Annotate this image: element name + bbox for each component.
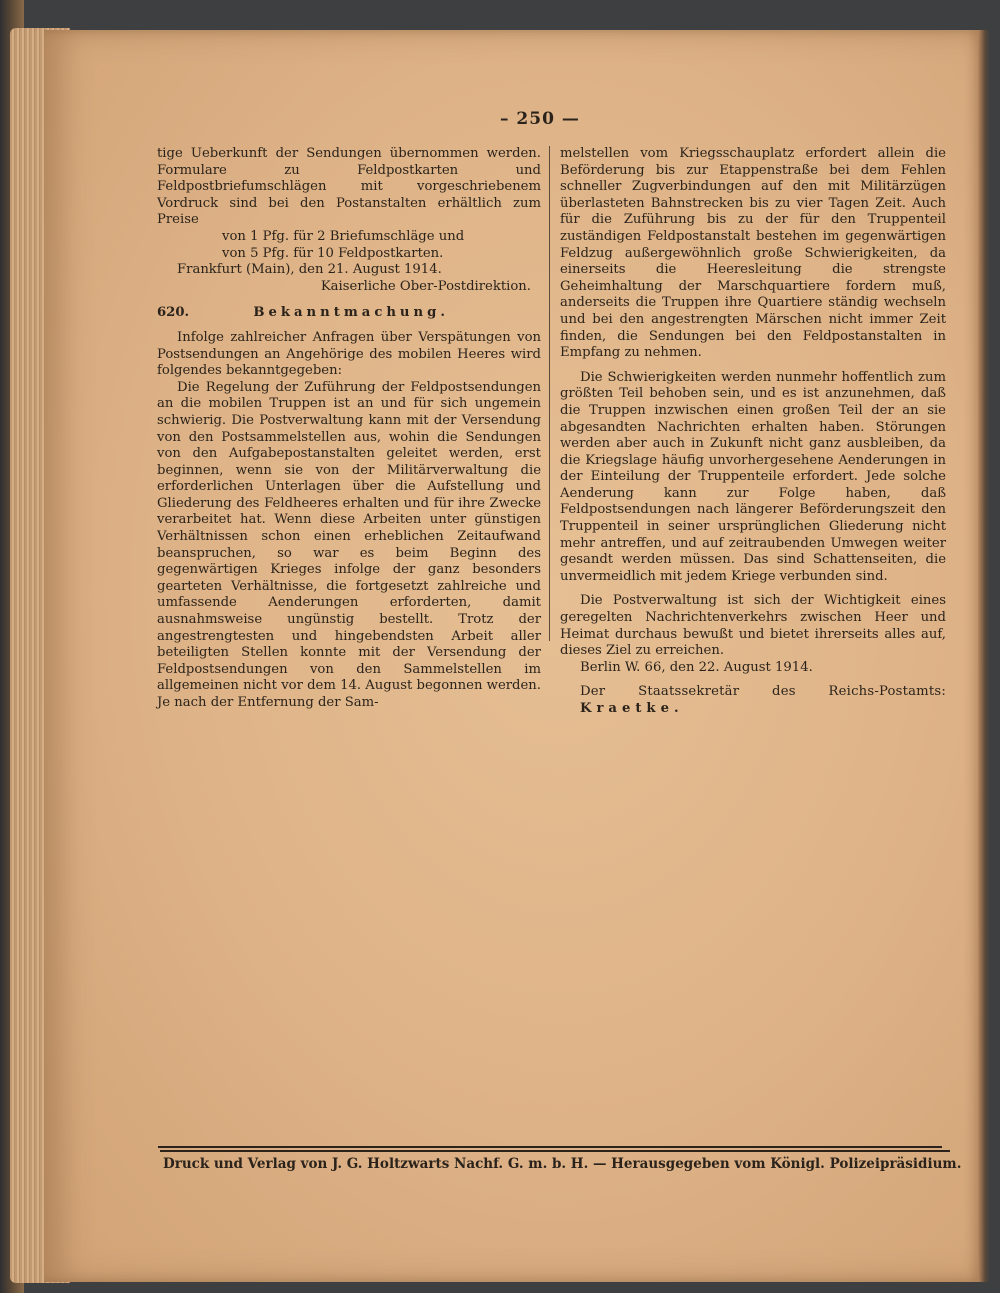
section-heading: [157, 305, 541, 322]
left-paragraph-2: Infolge zahlreicher Anfragen über Verspätungen von Postsendungen an Angehörige des mobilen Heeres wird folgendes bekanntgegeben:: [157, 329, 541, 379]
column-divider: [549, 146, 550, 641]
footer-rule: [160, 1150, 950, 1152]
signature-line: [580, 684, 946, 717]
page-number: – 250 —: [500, 109, 580, 129]
page-right-edge: [978, 30, 990, 1282]
signature-name: Kraetke.: [580, 701, 684, 716]
right-paragraph-3: Die Postverwaltung ist sich der Wichtigkeit eines geregelten Nachrichtenverkehrs zwischen Heer und Heimat durchaus bewußt und bietet ihrerseits alles auf, dieses Ziel zu erreichen.: [560, 593, 946, 659]
fee-line-1: von 1 Pfg. für 2 Briefumschläge und: [222, 228, 465, 244]
left-paragraph-3: Die Regelung der Zuführung der Feldpostsendungen an die mobilen Truppen ist an und für sich ungemein schwierig. Die Postverwaltung kann mit der Versendung von den Postsammelstellen aus, wohin die Sendungen von den Aufgabepostanstalten geleitet werden, erst beginnen, wenn sie von der Militärverwaltung die erforderlichen Unterlagen über die Aufstellung und Gliederung des Feldheeres erhalten und für ihre Zwecke verarbeitet hat. Wenn diese Arbeiten unter günstigen Verhältnissen schon einen erheblichen Zeitaufwand beanspruchen, so war es beim Beginn des gegenwärtigen Krieges infolge der ganz besonders gearteten Verhältnisse, die fortgesetzt zahlreiche und umfassende Aenderungen erforderten, damit ausnahmsweise ungünstig bestellt. Trotz der angestrengtesten und hingebendsten Arbeit aller beteiligten Stellen konnte mit der Versendung der Feldpostsendungen von den Sammelstellen im allgemeinen nicht vor dem 14. August begonnen werden. Je nach der Entfernung der Sam-: [157, 379, 541, 710]
footer-rule-top: [158, 1146, 942, 1148]
signature-prefix: Der Staatssekretär des Reichs-Postamts:: [580, 684, 946, 700]
place-date-left: Frankfurt (Main), den 21. August 1914.: [177, 262, 442, 278]
section-number: 620.: [157, 305, 190, 321]
issuing-authority: Kaiserliche Ober-Postdirektion.: [320, 278, 531, 294]
left-paragraph-1: tige Ueberkunft der Sendungen übernommen werden. Formulare zu Feldpostkarten und Feldpostbriefumschlägen mit vorgeschriebenem Vordruck sind bei den Postanstalten erhältlich zum Preise: [157, 146, 541, 228]
fee-line-2: von 5 Pfg. für 10 Feldpostkarten.: [222, 245, 444, 261]
right-column: [560, 146, 946, 718]
place-date-right: Berlin W. 66, den 22. August 1914.: [580, 659, 813, 675]
right-paragraph-2: Die Schwierigkeiten werden nunmehr hoffentlich zum größten Teil behoben sein, und es ist anzunehmen, daß die Truppen inzwischen einen großen Teil der an sie abgesandten Nachrichten erhalten haben. Störungen werden aber auch in Zukunft nicht ganz ausbleiben, da die Kriegslage häufig unvorhergesehene Aenderungen in der Einteilung der Truppenteile erfordert. Jede solche Aenderung kann zur Folge haben, daß Feldpostsendungen nach längerer Beförderungszeit den Truppenteil in seiner ursprünglichen Gliederung nicht mehr antreffen, und auf zeitraubenden Umwegen weiter gesandt werden müssen. Das sind Schattenseiten, die unvermeidlich mit jedem Kriege verbunden sind.: [560, 369, 946, 584]
imprint-footer: Druck und Verlag von J. G. Holtzwarts Nachf. G. m. b. H. — Herausgegeben vom Königl. Polizeipräsidium.: [163, 1156, 962, 1172]
left-column: [157, 146, 541, 712]
section-title: Bekanntmachung.: [253, 305, 449, 321]
right-paragraph-1: melstellen vom Kriegsschauplatz erfordert allein die Beförderung bis zur Etappenstraße bei dem Fehlen schneller Zugverbindungen auf den mit Militärzügen überlasteten Bahnstrecken bis zu vier Tagen Zeit. Auch für die Zuführung bis zu der für den Truppenteil zuständigen Feldpostanstalt bestehen im gegenwärtigen Feldzug außergewöhnlich große Schwierigkeiten, da einerseits die Heeresleitung die strengste Geheimhaltung der Marschquartiere fordern muß, anderseits die Truppen ihre Quartiere ständig wechseln und bei den angestrengten Märschen nicht immer Zeit finden, die Sendungen bei den Feldpostanstalten in Empfang zu nehmen.: [560, 146, 946, 361]
